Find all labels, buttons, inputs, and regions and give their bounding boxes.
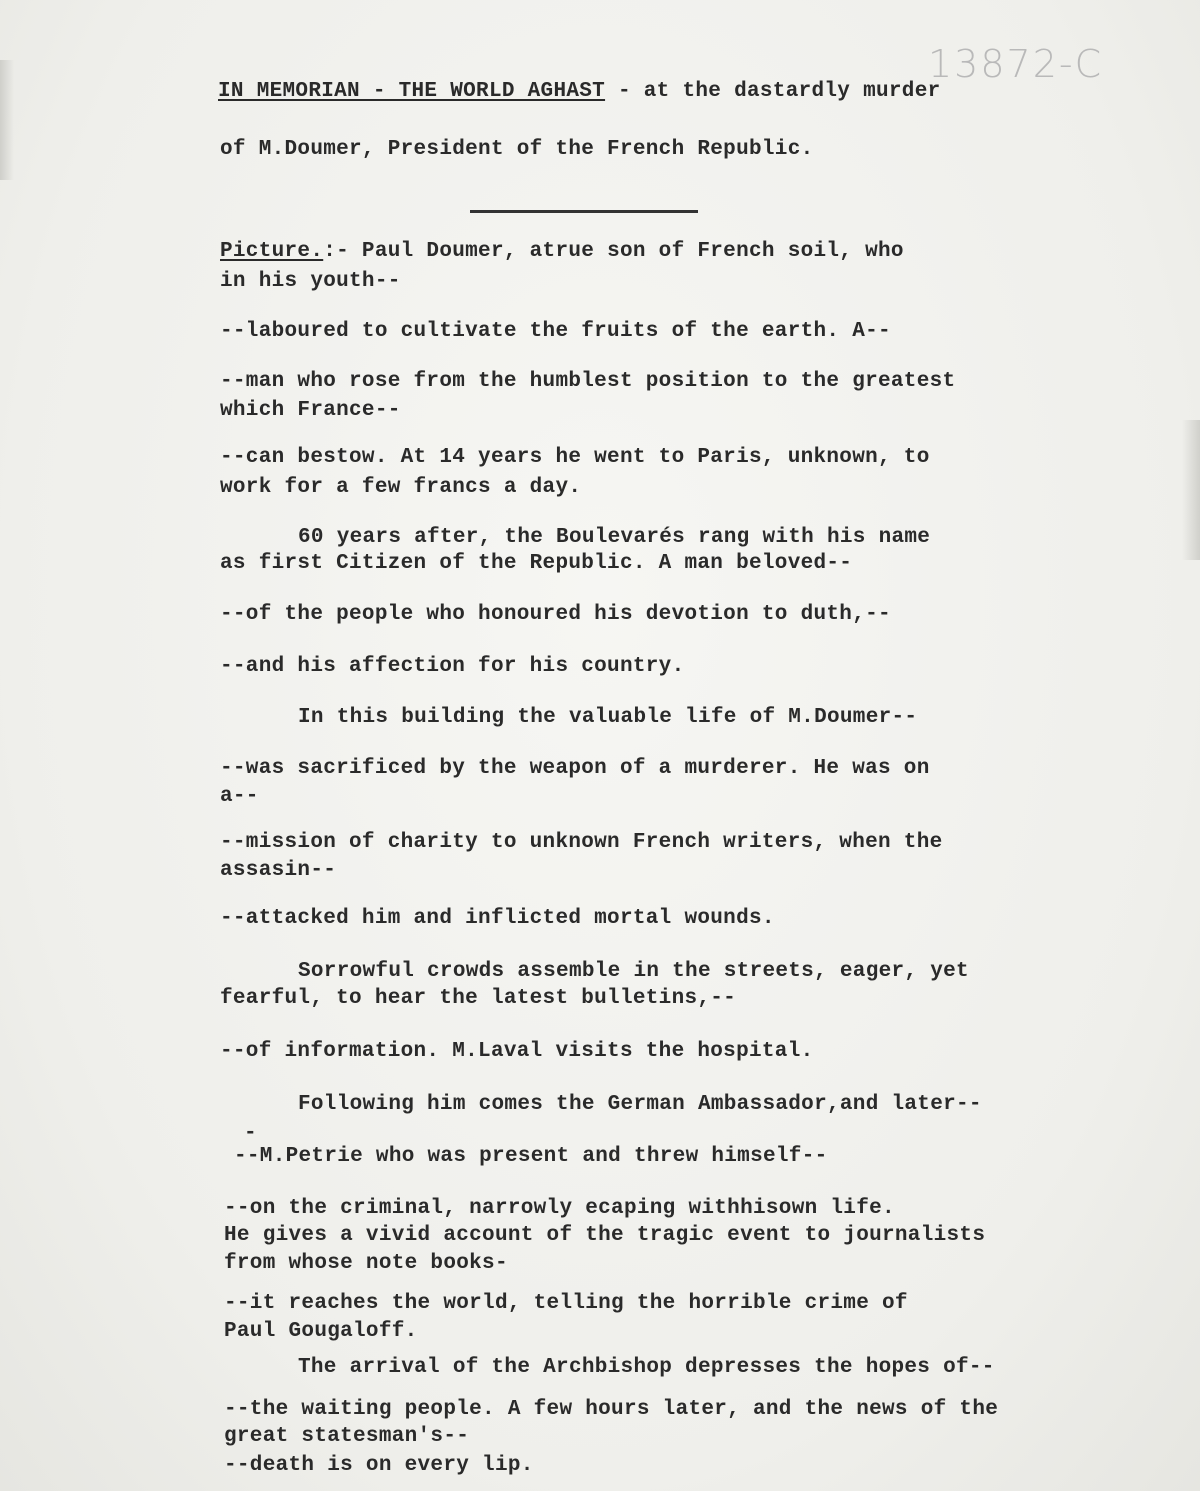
line-21: -	[244, 1122, 257, 1145]
line-14: --mission of charity to unknown French writers, when the	[220, 831, 943, 854]
separator-rule	[470, 210, 698, 213]
title-line-2: of M.Doumer, President of the French Republic.	[220, 138, 814, 161]
line-0: :- Paul Doumer, atrue son of French soil, who	[323, 240, 904, 263]
line-22: --M.Petrie who was present and threw himself--	[234, 1145, 828, 1168]
line-16: --attacked him and inflicted mortal wounds.	[220, 907, 775, 930]
line-26: --it reaches the world, telling the horrible crime of	[224, 1292, 908, 1315]
paper-edge-shadow-right	[1182, 420, 1200, 560]
line-11: In this building the valuable life of M.Doumer--	[298, 706, 918, 729]
line-15: assasin--	[220, 859, 337, 882]
line-25: from whose note books-	[224, 1252, 508, 1275]
line-13: a--	[220, 785, 259, 808]
line-12: --was sacrificed by the weapon of a murderer. He was on	[220, 757, 930, 780]
line-5: --can bestow. At 14 years he went to Paris, unknown, to	[220, 446, 930, 469]
line-30: great statesman's--	[224, 1425, 470, 1448]
line-19: --of information. M.Laval visits the hospital.	[220, 1040, 814, 1063]
line-8: as first Citizen of the Republic. A man beloved--	[220, 552, 853, 575]
line-10: --and his affection for his country.	[220, 655, 685, 678]
title-rest: - at the dastardly murder	[605, 80, 941, 103]
line-28: The arrival of the Archbishop depresses the hopes of--	[298, 1356, 995, 1379]
line-4: which France--	[220, 399, 401, 422]
line-20: Following him comes the German Ambassador,and later--	[298, 1093, 982, 1116]
title-underlined: IN MEMORIAN - THE WORLD AGHAST	[218, 80, 606, 103]
line-18: fearful, to hear the latest bulletins,--	[220, 987, 737, 1010]
paper-edge-shadow-left	[0, 60, 14, 180]
line-1: in his youth--	[220, 270, 401, 293]
line-24: He gives a vivid account of the tragic event to journalists	[224, 1224, 986, 1247]
line-6: work for a few francs a day.	[220, 476, 582, 499]
line-31: --death is on every lip.	[224, 1454, 534, 1477]
line-17: Sorrowful crowds assemble in the streets, eager, yet	[298, 960, 969, 983]
line-9: --of the people who honoured his devotion to duth,--	[220, 603, 891, 626]
picture-line	[220, 240, 904, 263]
document-title	[218, 80, 941, 103]
line-27: Paul Gougaloff.	[224, 1320, 418, 1343]
picture-label: Picture.	[220, 240, 324, 263]
line-29: --the waiting people. A few hours later, and the news of the	[224, 1398, 999, 1421]
line-7: 60 years after, the Boulevarés rang with his name	[298, 526, 931, 549]
line-2: --laboured to cultivate the fruits of the earth. A--	[220, 320, 891, 343]
line-3: --man who rose from the humblest position to the greatest	[220, 370, 956, 393]
handwritten-number: 13872-C	[928, 42, 1104, 86]
line-23: --on the criminal, narrowly ecaping withhisown life.	[224, 1197, 895, 1220]
